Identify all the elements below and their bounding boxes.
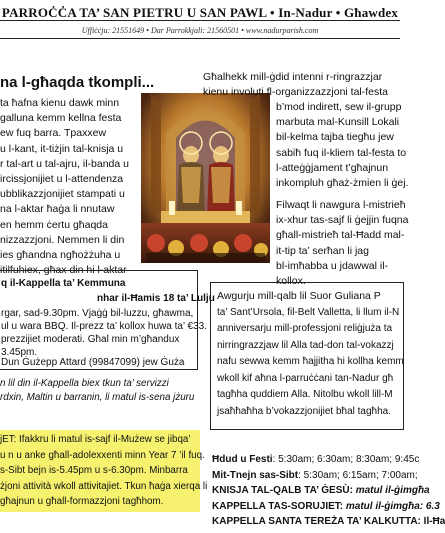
kemmuna-line: 3.45pm. (1, 347, 38, 358)
lead-right-line: Filwaqt li nawgura l-mistrieħ (276, 199, 406, 211)
mass-schedule (212, 452, 445, 530)
schedule-line (212, 499, 440, 515)
schedule-line (212, 452, 420, 468)
lead-left-line: ta ħafna kienu dawk minn (0, 97, 120, 109)
lead-right-line: marbuta mal-Kunsill Lokali (276, 116, 400, 129)
altar-photo (141, 93, 270, 263)
kemmuna-title: q il-Kappella ta’ Kemmuna (1, 278, 126, 289)
guliana-line: jsaħħaħha b’vokazzjonijiet bħal tagħha. (217, 405, 392, 417)
kemmuna-notes (0, 377, 200, 405)
guliana-text (217, 288, 407, 420)
guliana-line: nafu sewwa kemm ħajjitha hi kollha kemm (217, 356, 404, 367)
lead-right-line: bil-kelma tajba tiegħu jew (276, 131, 394, 144)
lead-right-line: inkompluh għaż-żmien li ġej. (276, 177, 409, 190)
kemmuna-line: ul u wara BBQ. Il-prezz ta’ kollox huwa ta’ €33. (1, 321, 208, 332)
museum-line: għajnun u għall-formazzjoni tagħhom. (0, 496, 164, 507)
lead-right-line: għall-mistrieħ tal-Ħadd mal- (276, 229, 405, 242)
lead-left-line: en hemm ċertu għaqda (0, 218, 108, 231)
lead-left-line: nizzazzjoni. Nemmen li din (0, 233, 125, 246)
lead-left-line: ubblikazzjonijiet stampati u (0, 188, 125, 201)
kemmuna-line: Dun Ġużepp Attard (99847099) jew Ġuża (1, 357, 185, 368)
kemmuna-note-line: n lil din il-Kappella biex tkun ta’ servizzi (0, 378, 169, 389)
museum-line: s-Sibt bejn is-5.45pm u s-6.30pm. Minbarra (0, 465, 188, 476)
kemmuna-date: nhar il-Ħamis 18 ta’ Lulju (97, 293, 215, 304)
masthead (0, 0, 400, 42)
schedule-label: KAPPELLA TAS-SORUJIET: (212, 500, 344, 512)
guliana-line: wkoll kif aħna l-parruċċani tan-Nadur għ (217, 372, 394, 384)
lead-right-line: b’mod indirett, sew il-grupp (276, 101, 402, 113)
guliana-anniversary-box (210, 282, 404, 430)
lead-article-title: na l-għaqda tkompli... (0, 74, 155, 91)
lead-article-right-column-narrow (276, 100, 409, 191)
schedule-label: Ħdud u Festi (212, 454, 273, 465)
guliana-line: ta’ Sant’Ursola, fil-Belt Valletta, li llum il-N (217, 306, 400, 318)
guliana-line: Awgurju mill-qalb lil Suor Guliana P (217, 290, 381, 302)
lead-right-line: Għalhekk mill-ġdid intenni r-ringrazzjar (203, 71, 383, 83)
schedule-times: matul il-ġimgħa: 6.3 (343, 500, 440, 512)
guliana-line: anniversarju mill-professjoni reliġjuża ta (217, 323, 393, 334)
masthead-rule-bottom (0, 38, 400, 39)
guliana-line: tagħha quddiem Alla. Nitolbu wkoll lill-M (217, 389, 393, 400)
lead-right-line: kollox. (276, 275, 306, 288)
schedule-label: Mit-Tnejn sas-Sibt (212, 469, 299, 481)
lead-left-line: ew fuq barra. Tpaxxew (0, 127, 107, 140)
kemmuna-line: prezzijiet moderati. Għal min m’għandux (1, 334, 180, 345)
kemmuna-trip-box (0, 270, 215, 370)
schedule-line (212, 468, 418, 484)
masthead-rule-top (0, 20, 400, 21)
museum-notice-text (0, 432, 208, 510)
lead-right-line: ix-xhur tas-sajf li ġejjin fuqna (276, 214, 409, 227)
lead-left-line: r tal-art u tal-ajru, il-banda u (0, 157, 129, 170)
schedule-line (212, 483, 430, 499)
altar-photo-drawing (141, 93, 270, 263)
lead-left-line: ies għandna ngħożżuha u (0, 249, 121, 262)
lead-left-line: na l-aktar ħaġa li nnutaw (0, 203, 115, 216)
schedule-times: : 5:30am; 6:30am; 8:30am; 9:45c (272, 454, 420, 465)
museum-notice (0, 430, 208, 512)
lead-left-line: ircissjonijiet u l-attendenza (0, 173, 124, 186)
museum-line: jET: Ifakkru li matul is-sajf il-Mużew se jibqa’ (0, 434, 191, 445)
schedule-label: KNISJA TAL-QALB TA’ ĠESÙ: (212, 485, 353, 496)
kemmuna-line: rgar, sad-9.30pm. Vjaġġ bil-luzzu, għawma, (1, 308, 194, 319)
lead-right-line: kienu involuti fl-organizzazzjoni tal-festa (203, 86, 389, 99)
lead-right-line: it-tip ta’ serħan li jag (276, 244, 369, 257)
lead-right-line: sabiħ fuq il-kliem tal-festa to (276, 146, 407, 159)
guliana-headline (217, 288, 407, 305)
lead-right-line: bl-imħabba u jdawwal il- (276, 259, 389, 272)
kemmuna-date-line (97, 293, 215, 304)
masthead-title: PARROĊĊA TA’ SAN PIETRU U SAN PAWL • In-Nadur • Għawdex (1, 5, 399, 20)
lead-left-line: u l-kant, it-tiżjin tal-knisja u (0, 142, 124, 155)
lead-article-left-column (0, 96, 138, 278)
lead-left-line: galluna kemm kellna festa (0, 112, 122, 125)
schedule-line (212, 514, 445, 530)
lead-right-line: l-atteġġjament t’għajnun (276, 161, 389, 174)
masthead-contacts: Uffiċċju: 21551649 • Dar Parrokkjali: 21560501 • www.nadurparish.com (81, 26, 319, 35)
schedule-label: KAPPELLA SANTA TEREŻA TA’ KALKUTTA: (212, 516, 421, 527)
lead-article-right-column (203, 70, 400, 100)
guliana-line: nirringrazzjaw lil Alla tad-don tal-vokazzj (217, 339, 394, 351)
schedule-times: : 5:30am; 6:15am; 7:00am; (298, 469, 418, 481)
lead-article-closing (276, 198, 409, 289)
schedule-times: matul il-ġimgħa (352, 485, 430, 496)
kemmuna-note-line: rdxin, Maltin u barranin, li matul is-sena jżuru (0, 392, 195, 403)
museum-line: żjoni attività wkoll attivitajiet. Tkun ħaġa xierqa li (0, 480, 208, 492)
museum-line: u n u anke għall-adolexxenti minn Year 7 ’il fuq. (0, 449, 205, 461)
schedule-times: Il-Ħa (420, 516, 445, 527)
lead-left-line: itilfuhiex, għax din hi l-aktar (0, 264, 127, 277)
